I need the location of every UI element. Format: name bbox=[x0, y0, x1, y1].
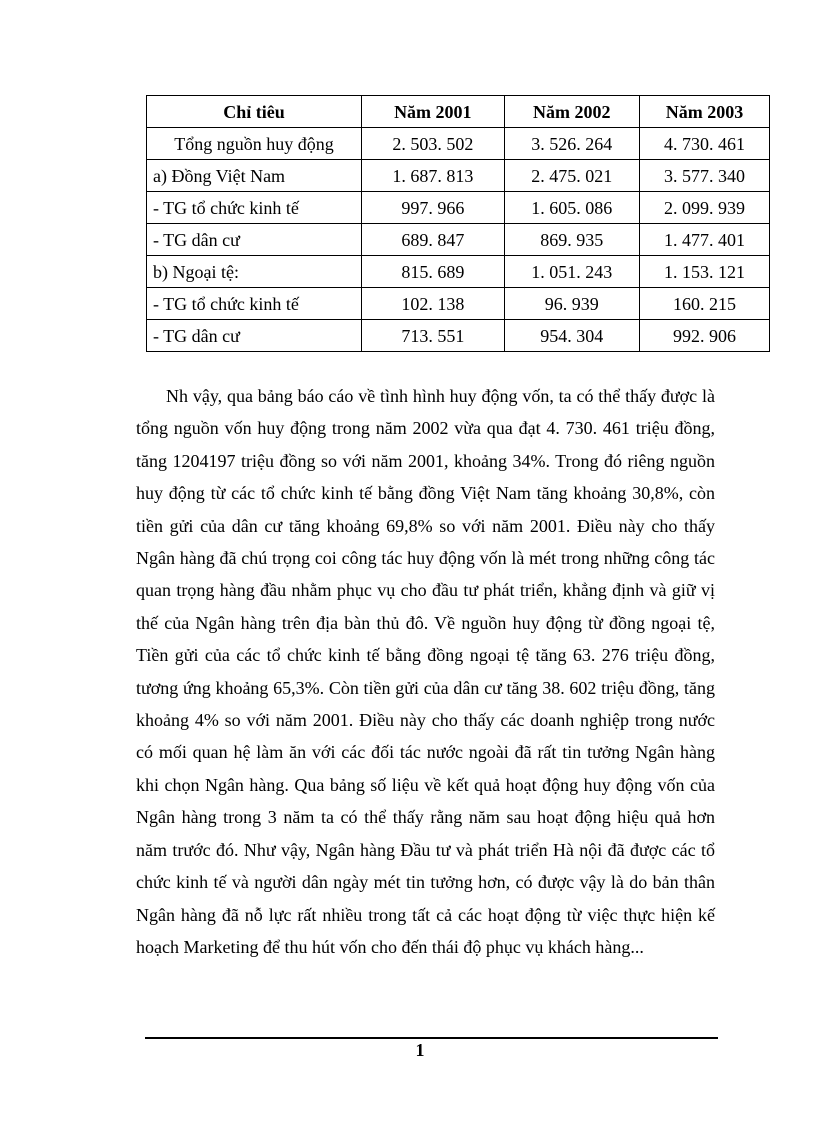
header-year-2001: Năm 2001 bbox=[362, 96, 505, 128]
cell-2001: 689. 847 bbox=[362, 224, 505, 256]
cell-2002: 1. 605. 086 bbox=[504, 192, 639, 224]
table-row bbox=[147, 128, 770, 160]
row-label: - TG tổ chức kinh tế bbox=[147, 288, 362, 320]
cell-2002: 2. 475. 021 bbox=[504, 160, 639, 192]
analysis-paragraph: Nh vậy, qua bảng báo cáo về tình hình huy động vốn, ta có thể thấy được là tổng nguồn vốn huy động trong năm 2002 vừa qua đạt 4. 730. 461 triệu đồng, tăng 1204197 triệu đồng so với năm 2001, khoảng 34%. Trong đó riêng nguồn huy động từ các tổ chức kinh tế bằng đồng Việt Nam tăng khoảng 30,8%, còn tiền gửi của dân cư tăng khoảng 69,8% so với năm 2001. Điều này cho thấy Ngân hàng đã chú trọng coi công tác huy động vốn là mét trong những công tác quan trọng hàng đầu nhằm phục vụ cho đầu tư phát triển, khẳng định và giữ vị thế của Ngân hàng trên địa bàn thủ đô. Về nguồn huy động từ đồng ngoại tệ, Tiền gửi của các tổ chức kinh tế bằng đồng ngoại tệ tăng 63. 276 triệu đồng, tương ứng khoảng 65,3%. Còn tiền gửi của dân cư tăng 38. 602 triệu đồng, tăng khoảng 4% so với năm 2001. Điều này cho thấy các doanh nghiệp trong nước có mối quan hệ làm ăn với các đối tác nước ngoài đã rất tin tưởng Ngân hàng khi chọn Ngân hàng. Qua bảng số liệu về kết quả hoạt động huy động vốn của Ngân hàng trong 3 năm ta có thể thấy rằng năm sau hoạt động hiệu quả hơn năm trước đó. Như vậy, Ngân hàng Đầu tư và phát triển Hà nội đã được các tổ chức kinh tế và người dân ngày mét tin tưởng hơn, có được vậy là do bản thân Ngân hàng đã nỗ lực rất nhiều trong tất cả các hoạt động từ việc thực hiện kế hoạch Marketing để thu hút vốn cho đến thái độ phục vụ khách hàng... bbox=[136, 386, 715, 957]
cell-2001: 102. 138 bbox=[362, 288, 505, 320]
table-row bbox=[147, 256, 770, 288]
footer-divider bbox=[145, 1037, 718, 1039]
row-label: - TG dân cư bbox=[147, 320, 362, 352]
cell-2003: 3. 577. 340 bbox=[639, 160, 769, 192]
cell-2003: 1. 477. 401 bbox=[639, 224, 769, 256]
header-criteria: Chỉ tiêu bbox=[147, 96, 362, 128]
row-label: - TG tổ chức kinh tế bbox=[147, 192, 362, 224]
cell-2003: 2. 099. 939 bbox=[639, 192, 769, 224]
table-header bbox=[147, 96, 770, 128]
table-row bbox=[147, 320, 770, 352]
cell-2003: 4. 730. 461 bbox=[639, 128, 769, 160]
funding-table bbox=[146, 95, 770, 352]
cell-2001: 1. 687. 813 bbox=[362, 160, 505, 192]
table-header-row bbox=[147, 96, 770, 128]
cell-2002: 96. 939 bbox=[504, 288, 639, 320]
cell-2003: 160. 215 bbox=[639, 288, 769, 320]
cell-2003: 1. 153. 121 bbox=[639, 256, 769, 288]
table-row bbox=[147, 192, 770, 224]
table-body bbox=[147, 128, 770, 352]
cell-2001: 713. 551 bbox=[362, 320, 505, 352]
header-year-2003: Năm 2003 bbox=[639, 96, 769, 128]
cell-2003: 992. 906 bbox=[639, 320, 769, 352]
cell-2002: 1. 051. 243 bbox=[504, 256, 639, 288]
header-year-2002: Năm 2002 bbox=[504, 96, 639, 128]
row-label: - TG dân cư bbox=[147, 224, 362, 256]
cell-2002: 3. 526. 264 bbox=[504, 128, 639, 160]
cell-2002: 954. 304 bbox=[504, 320, 639, 352]
cell-2002: 869. 935 bbox=[504, 224, 639, 256]
page-number: 1 bbox=[415, 1040, 425, 1060]
row-label: a) Đồng Việt Nam bbox=[147, 160, 362, 192]
row-label: Tổng nguồn huy động bbox=[147, 128, 362, 160]
cell-2001: 2. 503. 502 bbox=[362, 128, 505, 160]
table-row bbox=[147, 224, 770, 256]
cell-2001: 815. 689 bbox=[362, 256, 505, 288]
table-row bbox=[147, 160, 770, 192]
cell-2001: 997. 966 bbox=[362, 192, 505, 224]
table-row bbox=[147, 288, 770, 320]
row-label: b) Ngoại tệ: bbox=[147, 256, 362, 288]
